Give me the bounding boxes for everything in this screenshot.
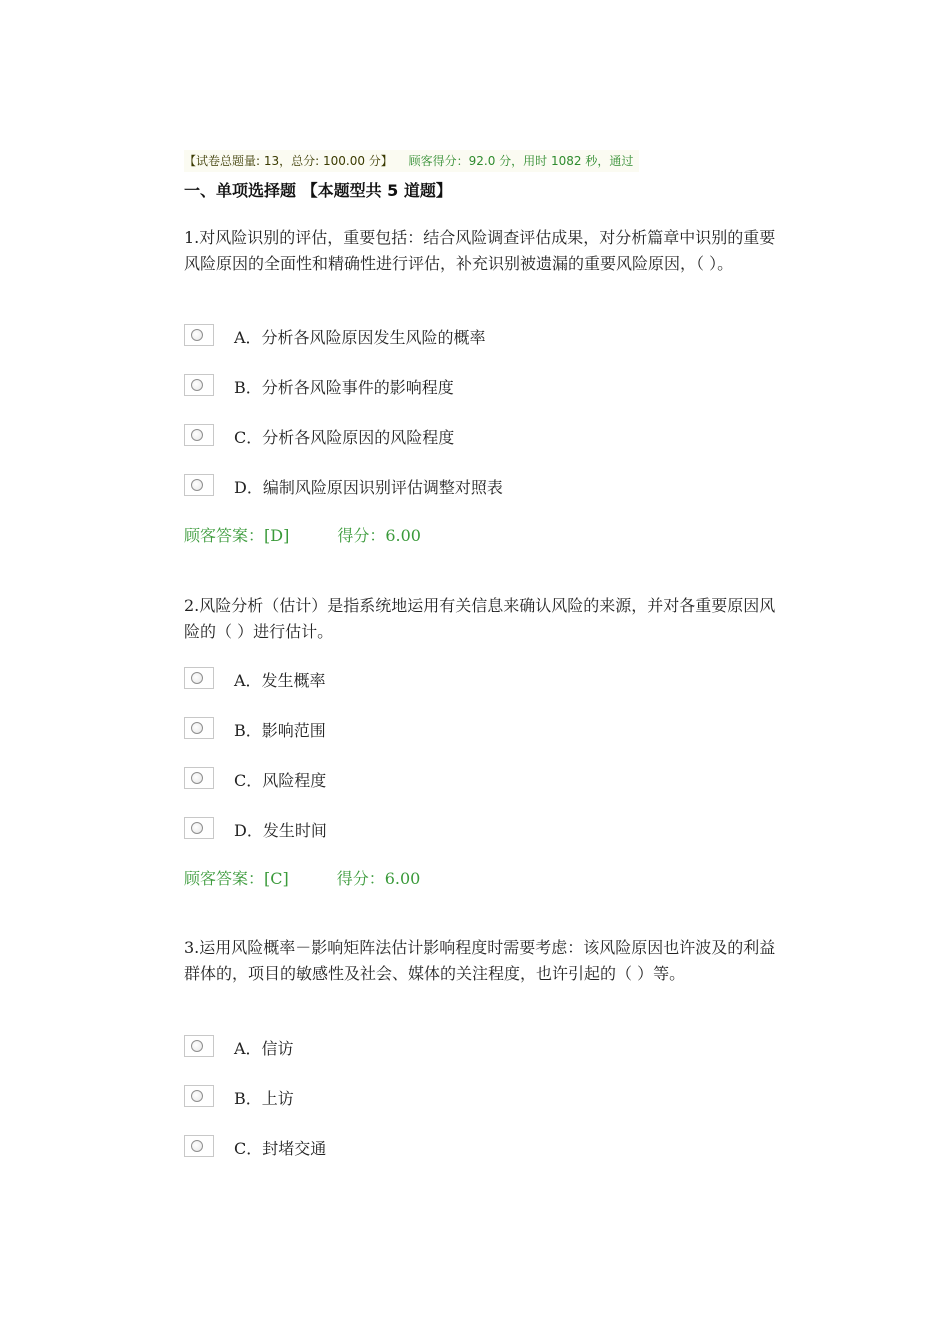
radio-circle-icon: [191, 672, 203, 684]
radio-button[interactable]: [184, 1035, 214, 1057]
radio-circle-icon: [191, 1040, 203, 1052]
option-label: C．风险程度: [234, 771, 327, 790]
option-label: B．影响范围: [234, 721, 326, 740]
question-stem-1: 1.对风险识别的评估，重要包括：结合风险调查评估成果，对分析篇章中识别的重要风险原因的全面性和精确性进行评估，补充识别被遗漏的重要风险原因，（ ）。: [184, 228, 776, 273]
answer-row-2: [184, 868, 420, 890]
radio-button[interactable]: [184, 1135, 214, 1157]
user-answer: 顾客答案：[D]: [184, 526, 290, 545]
radio-button[interactable]: [184, 667, 214, 689]
user-score: 顾客得分：92.0 分，用时 1082 秒，通过: [408, 154, 634, 168]
radio-button[interactable]: [184, 817, 214, 839]
radio-circle-icon: [191, 479, 203, 491]
option-label: D．发生时间: [234, 821, 327, 840]
option-label: D．编制风险原因识别评估调整对照表: [234, 478, 503, 497]
answer-row-1: [184, 525, 421, 547]
radio-circle-icon: [191, 379, 203, 391]
radio-circle-icon: [191, 1140, 203, 1152]
option-label: C．分析各风险原因的风险程度: [234, 428, 455, 447]
section-title: 一、单项选择题 【本题型共 5 道题】: [184, 181, 452, 200]
exam-totals: 【试卷总题量: 13，总分: 100.00 分】: [184, 154, 393, 168]
question-stem-3: 3.运用风险概率－影响矩阵法估计影响程度时需要考虑：该风险原因也许波及的利益群体的，项目的敏感性及社会、媒体的关注程度，也许引起的（ ）等。: [184, 938, 776, 983]
radio-button[interactable]: [184, 424, 214, 446]
radio-circle-icon: [191, 722, 203, 734]
option-label: A．分析各风险原因发生风险的概率: [234, 328, 486, 347]
question-score: 得分：6.00: [336, 869, 421, 888]
radio-button[interactable]: [184, 767, 214, 789]
radio-circle-icon: [191, 329, 203, 341]
option-label: C．封堵交通: [234, 1139, 327, 1158]
radio-button[interactable]: [184, 717, 214, 739]
radio-circle-icon: [191, 429, 203, 441]
radio-circle-icon: [191, 1090, 203, 1102]
user-answer: 顾客答案：[C]: [184, 869, 289, 888]
option-label: A．发生概率: [234, 671, 326, 690]
option-label: A．信访: [234, 1039, 294, 1058]
question-score: 得分：6.00: [337, 526, 421, 545]
radio-button[interactable]: [184, 474, 214, 496]
question-stem-2: 2.风险分析（估计）是指系统地运用有关信息来确认风险的来源，并对各重要原因风险的（ ）进行估计。: [184, 596, 776, 641]
radio-button[interactable]: [184, 374, 214, 396]
radio-button[interactable]: [184, 1085, 214, 1107]
exam-summary-bar: [184, 150, 639, 172]
radio-button[interactable]: [184, 324, 214, 346]
option-label: B．上访: [234, 1089, 294, 1108]
option-label: B．分析各风险事件的影响程度: [234, 378, 454, 397]
radio-circle-icon: [191, 822, 203, 834]
radio-circle-icon: [191, 772, 203, 784]
